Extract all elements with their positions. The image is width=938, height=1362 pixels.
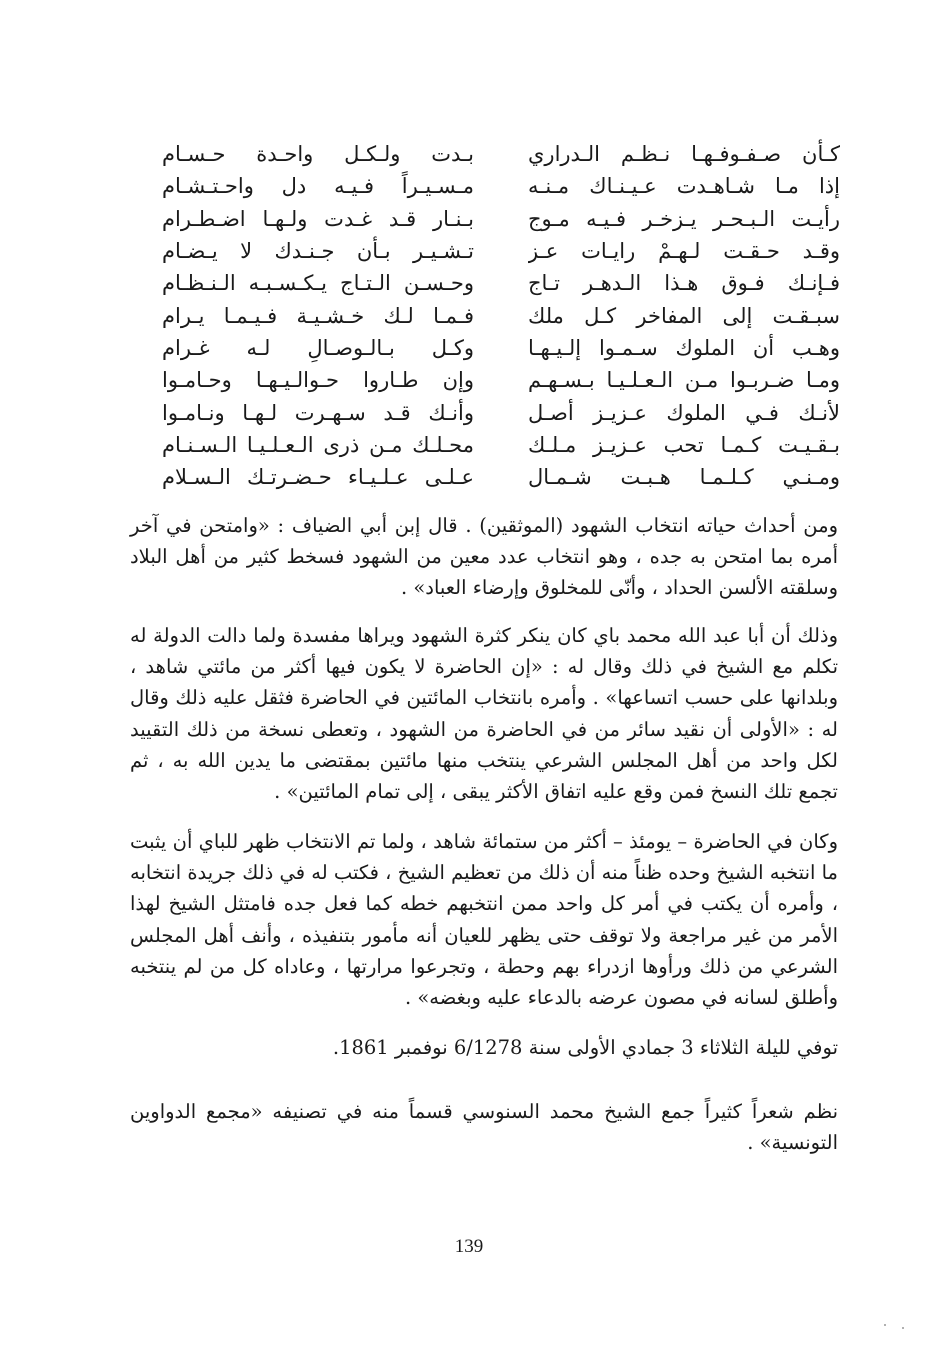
verse-first-hemistich: رأيـت الـبـحـر يـزخـر فـيـه مـوج: [528, 206, 840, 231]
verse-first-hemistich: إذا مـا شـاهـدت عـيـنـاك مـنـه: [528, 174, 840, 199]
paragraph-witness-election: ومن أحداث حياته انتخاب الشهود (الموثقين) . قال إبن أبي الضياف : «وامتحن في آخر أمره بما امتحن به جده ، وهو انتخاب عدد معين من الشهود فسخط كثير من أهل البلاد وسلقته الألسن الحداد ، وأنّى للمخلوق وإرضاء العباد» .: [130, 514, 838, 600]
page-number: 139: [454, 1236, 484, 1257]
verse-second-hemistich: وإن طـاروا حـوالـيـهـا وحـامـوا: [162, 368, 474, 393]
poem-verse: [162, 170, 840, 202]
verse-first-hemistich: ومـنـي كـلـمـا هـبـت شـمـال: [528, 465, 840, 490]
verse-second-hemistich: وأنـك قـد سـهـرت لـهـا ونـامـوا: [162, 400, 474, 425]
poem-verse: [162, 364, 840, 396]
paragraph-death-date: توفي لليلة الثلاثاء 3 جمادي الأولى سنة 6/1278 نوفمبر 1861.: [332, 1036, 838, 1059]
verse-second-hemistich: محـلـك مـن ذرى الـعـلـيـا الـسـنـام: [162, 432, 474, 457]
verse-first-hemistich: فـإنـك فـوق هـذا الـدهـر تـاج: [528, 271, 840, 296]
paragraph-election-outcome: وكان في الحاضرة – يومئذ – أكثر من ستمائة شاهد ، ولما تم الانتخاب ظهر للباي أن يثبت ما انتخبه الشيخ وحده ظناً منه أن ذلك من تعظيم الشيخ ، فكتب له في ذلك جريدة انتخابه ، وأمره أن يكتب في أمر كل واحد ممن انتخبهم خطه كما فعل جده فامتثل الشيخ لهذا الأمر من غير مراجعة ولا توقف حتى يظهر للعيان أنه مأمور بتنفيذه ، وأنف أهل المجلس الشرعي من ذلك ورأوها ازدراء بهم وحطة ، وتجرعوا مرارتها ، وعاداه كل من لم ينتخبه وأطلق لسانه في مصون عرضه بالدعاء عليه وبغضه» .: [130, 830, 838, 1010]
verse-second-hemistich: وحـسـن الـتـاج يـكـسـبـه الـنـظـام: [162, 271, 474, 296]
verse-first-hemistich: ومـا ضـربـوا مـن الـعـلـيـا بـسـهـم: [528, 368, 840, 393]
verse-first-hemistich: كـأن صـفـوفـهـا نـظـم الـدراري: [528, 142, 840, 167]
verse-first-hemistich: لأنـك فـي الملوك عـزيـز أصـل: [528, 400, 840, 425]
paragraph-poetry-collection: نظم شعراً كثيراً جمع الشيخ محمد السنوسي قسماً منه في تصنيفه «مجمع الدواوين التونسية» .: [130, 1100, 838, 1155]
scan-speck: [884, 1324, 886, 1326]
verse-second-hemistich: وكـل بـالـوصـالِ لـه غـرام: [162, 335, 474, 360]
verse-first-hemistich: بـقـيـت كـمـا تحب عـزيـز مـلـك: [528, 432, 840, 457]
verse-second-hemistich: بـدت ولـكـل واحـدة حـسـام: [162, 142, 474, 167]
poem-verse: [162, 235, 840, 267]
verse-second-hemistich: تـشـيـر بـأن جـنـدك لا يـضـام: [162, 239, 474, 264]
verse-second-hemistich: بـنـار قـد غـدت ولـهـا اضـطـرام: [162, 206, 474, 231]
poem-verse: [162, 396, 840, 428]
poem-verse: [162, 203, 840, 235]
verse-second-hemistich: مـسـيـراً فـيـه دل واحـتـشـام: [162, 174, 474, 199]
verse-first-hemistich: سبـقـت إلى المفاخر كـل ملك: [528, 303, 840, 328]
scan-speck: [902, 1327, 904, 1329]
poem-verse: [162, 332, 840, 364]
paragraph-bey-dialogue: وذلك أن أبا عبد الله محمد باي كان ينكر كثرة الشهود ويراها مفسدة ولما دالت الدولة له تكلم مع الشيخ في ذلك وقال له : «إن الحاضرة لا يكون فيها أكثر من مائتي شاهد ، وبلدانها على حسب اتساعها» . وأمره بانتخاب المائتين في الحاضرة فثقل عليه ذلك وقال له : «الأولى أن نقيد سائر من في الحاضرة من الشهود ، وتعطى نسخة من ذلك التقييد لكل واحد من أهل المجلس الشرعي ينتخب منها مائتين بمقتضى ما يدين الله به ، ثم تجمع تلك النسخ فمن وقع عليه اتفاق الأكثر يبقى ، إلى تمام المائتين» .: [130, 624, 838, 804]
poem: [162, 138, 840, 493]
poem-verse: [162, 267, 840, 299]
poem-verse: [162, 429, 840, 461]
verse-first-hemistich: وقـد حـقـت لـهـمْ رايـات عـز: [528, 239, 840, 264]
verse-second-hemistich: عـلـى عـلـيـاء حـضـرتـك الـسـلام: [162, 465, 474, 490]
poem-verse: [162, 461, 840, 493]
verse-second-hemistich: فـمـا لـك خـشـيـة فـيـمـا يـرام: [162, 303, 474, 328]
poem-verse: [162, 138, 840, 170]
scan-specks: [880, 1322, 910, 1332]
verse-first-hemistich: وهـب أن الملوك سـمـوا إلـيـهـا: [528, 335, 840, 360]
poem-verse: [162, 299, 840, 331]
